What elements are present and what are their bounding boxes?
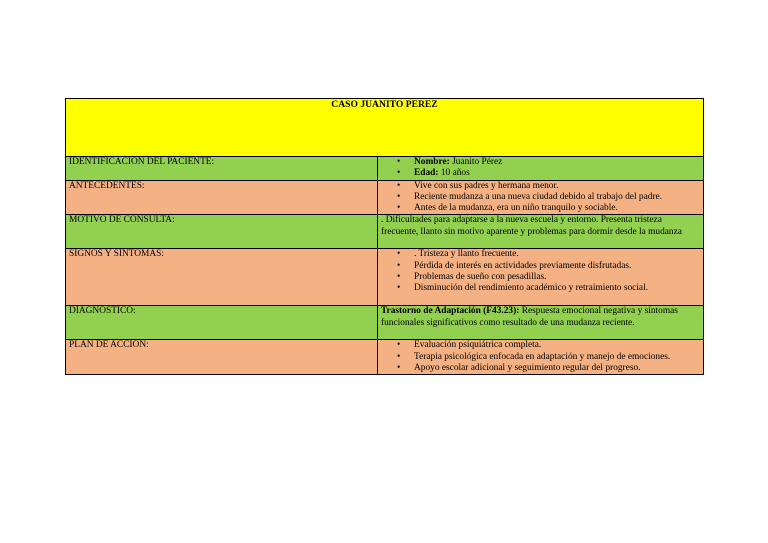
list-item: • Evaluación psiquiátrica completa.: [414, 340, 700, 351]
label-identificacion: IDENTIFICACIÓN DEL PACIENTE:: [66, 157, 378, 181]
antecedentes-list: [381, 181, 700, 215]
case-table: [65, 98, 704, 375]
label-diagnostico: DIAGNÓSTICO:: [66, 306, 378, 340]
title-row: [66, 99, 704, 157]
list-item: [414, 168, 700, 179]
signos-list: [381, 249, 700, 294]
diagnostico-bold: Trastorno de Adaptación (F43.23):: [381, 306, 520, 317]
value-antecedentes: [378, 180, 704, 215]
label-plan: PLAN DE ACCIÓN:: [66, 340, 378, 375]
edad-value: 10 años: [438, 168, 470, 179]
row-plan: [66, 340, 704, 375]
list-item: • Vive con sus padres y hermana menor.: [414, 181, 700, 192]
identificacion-list: [381, 157, 700, 180]
row-diagnostico: [66, 306, 704, 340]
list-item: • Terapia psicológica enfocada en adaptación y manejo de emociones.: [414, 352, 700, 363]
label-antecedentes: ANTECEDENTES:: [66, 180, 378, 215]
case-title: CASO JUANITO PEREZ: [66, 99, 704, 157]
row-antecedentes: [66, 180, 704, 215]
value-signos: [378, 249, 704, 306]
value-diagnostico: [378, 306, 704, 340]
value-plan: [378, 340, 704, 375]
edad-label: Edad:: [414, 168, 439, 179]
list-item: • Reciente mudanza a una nueva ciudad debido al trabajo del padre.: [414, 192, 700, 203]
list-item: [414, 157, 700, 168]
label-motivo: MOTIVO DE CONSULTA:: [66, 215, 378, 249]
list-item: • . Tristeza y llanto frecuente.: [414, 249, 700, 260]
value-identificacion: [378, 157, 704, 181]
list-item: • Pérdida de interés en actividades previamente disfrutadas.: [414, 261, 700, 272]
list-item: • Problemas de sueño con pesadillas.: [414, 272, 700, 283]
list-item: • Disminución del rendimiento académico y retraimiento social.: [414, 283, 700, 294]
row-signos: [66, 249, 704, 306]
list-item: • Apoyo escolar adicional y seguimiento regular del progreso.: [414, 363, 700, 374]
label-signos: SIGNOS Y SÍNTOMAS:: [66, 249, 378, 306]
value-motivo: . Dificultades para adaptarse a la nueva escuela y entorno. Presenta tristeza frecuente, llanto sin motivo aparente y problemas para dormir desde la mudanza: [378, 215, 704, 249]
nombre-value: Juanito Pérez: [449, 157, 503, 167]
nombre-label: Nombre:: [414, 157, 450, 167]
plan-list: [381, 340, 700, 374]
diagnostico-text: Respuesta emocional negativa y síntomas funcionales significativos como resultado de una mudanza reciente.: [381, 306, 678, 328]
row-motivo: [66, 215, 704, 249]
row-identificacion: [66, 157, 704, 181]
list-item: • Antes de la mudanza, era un niño tranquilo y sociable.: [414, 203, 700, 214]
